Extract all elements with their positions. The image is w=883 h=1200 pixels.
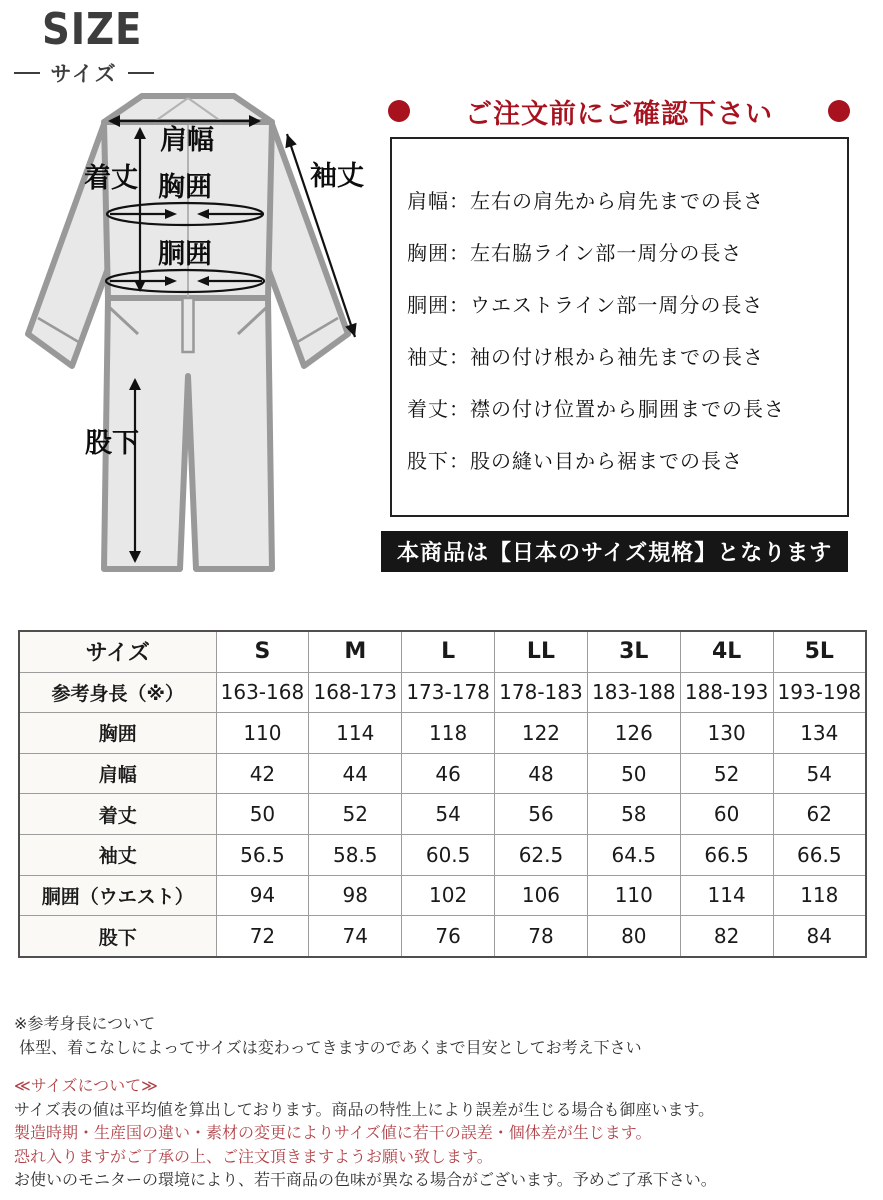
footnote-line: サイズ表の値は平均値を算出しております。商品の特性上により誤差が生じる場合も御座います。 [14,1099,715,1119]
size-value-cell: 44 [309,753,402,794]
size-value-cell: 72 [216,916,309,957]
table-row [19,834,866,875]
footnote-line: ≪サイズについて≫ [14,1076,158,1095]
size-value-cell: 60.5 [402,834,495,875]
size-value-cell: 163-168 [216,672,309,713]
size-value-cell: 110 [587,875,680,916]
subtitle-dash-left [14,72,40,74]
size-title: SIZE [42,4,143,55]
size-value-cell: 50 [587,753,680,794]
size-value-cell: 106 [495,875,588,916]
confirm-panel-title [388,94,850,128]
size-value-cell: 110 [216,713,309,754]
size-value-cell: 134 [773,713,866,754]
size-column-header: S [216,631,309,672]
size-column-header: LL [495,631,588,672]
size-value-cell: 64.5 [587,834,680,875]
footnote-line: ※参考身長について [14,1014,156,1033]
size-value-cell: 193-198 [773,672,866,713]
fly-placket [183,298,194,352]
size-value-cell: 188-193 [680,672,773,713]
size-value-cell: 56.5 [216,834,309,875]
footnote-line: 体型、着こなしによってサイズは変わってきますのであくまで目安としてお考え下さい [14,1037,642,1057]
size-value-cell: 98 [309,875,402,916]
size-value-cell: 118 [773,875,866,916]
size-value-cell: 62 [773,794,866,835]
size-value-cell: 178-183 [495,672,588,713]
confirm-title-text: ご注文前にご確認下さい [465,98,773,130]
size-value-cell: 80 [587,916,680,957]
size-value-cell: 56 [495,794,588,835]
size-value-cell: 52 [309,794,402,835]
size-value-cell: 66.5 [773,834,866,875]
size-value-cell: 62.5 [495,834,588,875]
table-row [19,794,866,835]
size-value-cell: 130 [680,713,773,754]
size-value-cell: 94 [216,875,309,916]
coverall-measurement-diagram [10,82,380,627]
measurement-definition: 肩幅：左右の肩先から肩先までの長さ [407,189,764,213]
japan-size-notice-bar [381,531,848,572]
measurement-definition: 胴囲：ウエストライン部一周分の長さ [407,293,764,317]
size-value-cell: 78 [495,916,588,957]
size-value-cell: 52 [680,753,773,794]
size-value-cell: 54 [402,794,495,835]
footnote-line: 製造時期・生産国の違い・素材の変更によりサイズ値に若干の誤差・個体差が生じます。 [14,1123,652,1142]
size-column-header: L [402,631,495,672]
size-value-cell: 46 [402,753,495,794]
size-column-header: 3L [587,631,680,672]
size-value-cell: 102 [402,875,495,916]
row-label: 袖丈 [19,834,216,875]
size-value-cell: 54 [773,753,866,794]
measurement-definition: 胸囲：左右脇ライン部一周分の長さ [407,241,743,265]
label-body-length: 着丈 [84,163,138,194]
size-table-corner-cell: サイズ [19,631,216,672]
row-label: 股下 [19,916,216,957]
size-value-cell: 50 [216,794,309,835]
size-value-cell: 114 [309,713,402,754]
size-column-header: M [309,631,402,672]
size-value-cell: 84 [773,916,866,957]
table-row [19,875,866,916]
table-row [19,713,866,754]
table-row [19,753,866,794]
row-label: 胴囲（ウエスト） [19,875,216,916]
size-value-cell: 58.5 [309,834,402,875]
notice-bar-text: 本商品は【日本のサイズ規格】となります [397,541,833,566]
size-value-cell: 60 [680,794,773,835]
label-waist-girth: 胴囲 [158,239,212,270]
arrowhead-icon [285,134,296,148]
size-value-cell: 42 [216,753,309,794]
row-label: 着丈 [19,794,216,835]
footnote-line: 恐れ入りますがご了承の上、ご注文頂きますようお願い致します。 [14,1146,493,1166]
size-value-cell: 66.5 [680,834,773,875]
size-value-cell: 168-173 [309,672,402,713]
subtitle-dash-right [128,72,154,74]
size-value-cell: 48 [495,753,588,794]
row-label: 肩幅 [19,753,216,794]
measurement-definition: 袖丈：袖の付け根から袖先までの長さ [407,345,764,369]
size-column-header: 5L [773,631,866,672]
size-value-cell: 183-188 [587,672,680,713]
red-dot-icon [388,100,410,122]
table-row [19,672,866,713]
label-chest-girth: 胸囲 [158,172,212,203]
table-row [19,916,866,957]
size-value-cell: 126 [587,713,680,754]
row-label: 参考身長（※） [19,672,216,713]
label-inseam: 股下 [85,428,139,459]
row-label: 胸囲 [19,713,216,754]
footnote-line: お使いのモニターの環境により、若干商品の色味が異なる場合がございます。予めご了承下さい。 [14,1170,717,1189]
size-table [18,630,867,958]
size-value-cell: 76 [402,916,495,957]
red-dot-icon [828,100,850,122]
size-value-cell: 74 [309,916,402,957]
subtitle-text: サイズ [50,62,118,86]
footnotes [14,1012,717,1192]
size-table-header-row [19,631,866,672]
measurement-definitions-box [390,137,849,517]
size-value-cell: 173-178 [402,672,495,713]
size-value-cell: 118 [402,713,495,754]
measurement-definition: 着丈：襟の付け位置から胴囲までの長さ [407,397,785,421]
measurement-definition: 股下：股の縫い目から裾までの長さ [407,449,743,473]
size-value-cell: 82 [680,916,773,957]
size-column-header: 4L [680,631,773,672]
page-title [42,4,156,55]
label-sleeve-length: 袖丈 [310,161,364,192]
size-value-cell: 122 [495,713,588,754]
size-value-cell: 114 [680,875,773,916]
size-value-cell: 58 [587,794,680,835]
collar-shape [104,96,272,122]
label-shoulder-width: 肩幅 [160,125,214,156]
